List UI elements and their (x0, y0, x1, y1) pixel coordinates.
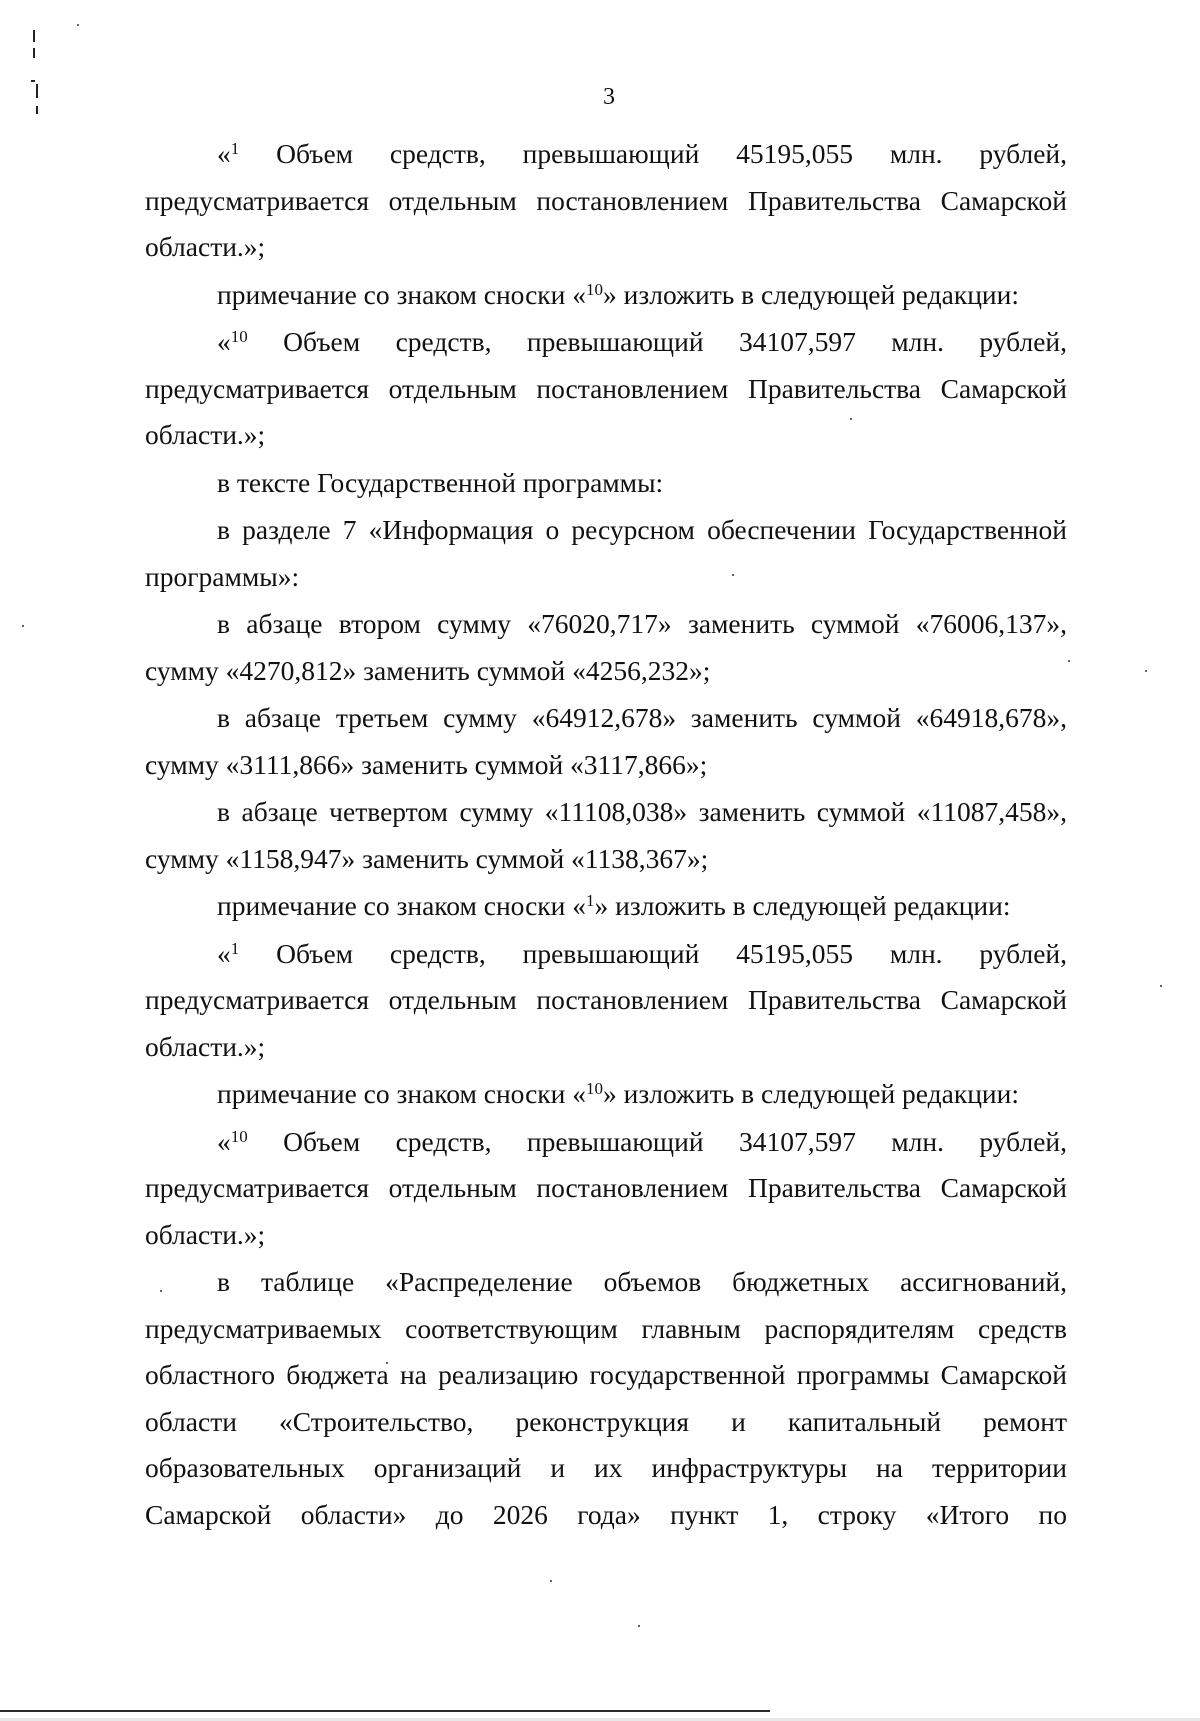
paragraph (145, 1119, 1067, 1259)
paragraph-text: Объем средств, превышающий 34107,597 млн. рублей, предусматривается отдельным постановлением Правительства Самарской области.»; (145, 1125, 1067, 1250)
paragraph-text: в разделе 7 «Информация о ресурсном обеспечении Государственной программы»: (145, 514, 1067, 592)
scan-dot (22, 625, 24, 627)
footnote-mark: 1 (230, 139, 240, 158)
paragraph-text: Объем средств, превышающий 45195,055 млн. рублей, предусматривается отдельным постановлением Правительства Самарской области.»; (145, 138, 1067, 262)
footnote-mark: 1 (586, 891, 595, 910)
paragraph-text: « (217, 326, 231, 357)
paragraph-text: в таблице «Распределение объемов бюджетных ассигнований, предусматриваемых соответствующим главным распорядителям средств областного бюджета на реализацию государственной программы Самарской области «Строительство, реконструкция и капитальный ремонт образовательных организаций и их инфраструктуры на территории Самарской области» до 2026 года» пункт 1, строку «Итого по (145, 1266, 1067, 1530)
paragraph-text: в тексте Государственной программы: (217, 466, 664, 498)
paragraph-text: « (217, 937, 231, 969)
paragraph-text: » изложить в следующей редакции: (594, 890, 1011, 921)
scan-dot (77, 24, 79, 26)
footnote-mark: 1 (230, 938, 240, 958)
paragraph (145, 131, 1067, 271)
scan-dot (550, 1580, 552, 1582)
scan-dot (1068, 660, 1070, 662)
scan-dot (1160, 985, 1162, 987)
footnote-mark: 10 (230, 1126, 248, 1146)
page-number: 3 (603, 84, 615, 110)
paragraph-text: « (217, 138, 231, 169)
scan-dot (638, 1625, 640, 1627)
paragraph (145, 460, 1067, 507)
paragraph-text: » изложить в следующей редакции: (603, 278, 1019, 310)
paragraph (145, 789, 1067, 882)
paragraph (145, 1259, 1067, 1538)
paragraph (145, 601, 1067, 694)
paragraph-text: Объем средств, превышающий 34107,597 млн. рублей, предусматривается отдельным постановлением Правительства Самарской области.»; (145, 326, 1067, 450)
paragraph (145, 319, 1067, 459)
paragraph-text: Объем средств, превышающий 45195,055 млн. рублей, предусматривается отдельным постановлением Правительства Самарской области.»; (145, 937, 1067, 1062)
paragraph-text: « (217, 1125, 231, 1157)
paragraph-text: примечание со знаком сноски « (217, 890, 587, 921)
paragraph (145, 1071, 1067, 1118)
paragraph-text: примечание со знаком сноски « (217, 278, 587, 310)
footnote-mark: 10 (586, 1079, 604, 1098)
paragraph-text: в абзаце четвертом сумму «11108,038» заменить суммой «11087,458», сумму «1158,947» заменить суммой «1138,367»; (145, 796, 1067, 874)
paragraph (145, 695, 1067, 788)
paragraph (145, 272, 1067, 319)
document-body (145, 131, 1067, 1539)
paragraph (145, 883, 1067, 930)
scan-mark (33, 48, 35, 58)
footnote-mark: 10 (230, 327, 248, 346)
paragraph (145, 931, 1067, 1071)
paragraph-text: » изложить в следующей редакции: (603, 1078, 1019, 1109)
scan-dot (1145, 670, 1147, 672)
footnote-mark: 10 (586, 279, 604, 299)
scan-edge-line (0, 1710, 770, 1712)
paragraph-text: в абзаце третьем сумму «64912,678» заменить суммой «64918,678», сумму «3111,866» заменить суммой «3117,866»; (145, 702, 1067, 780)
scan-mark (33, 30, 35, 42)
paragraph (145, 507, 1067, 600)
paragraph-text: в абзаце втором сумму «76020,717» заменить суммой «76006,137», сумму «4270,812» заменить суммой «4256,232»; (145, 608, 1067, 686)
paragraph-text: примечание со знаком сноски « (217, 1078, 587, 1109)
